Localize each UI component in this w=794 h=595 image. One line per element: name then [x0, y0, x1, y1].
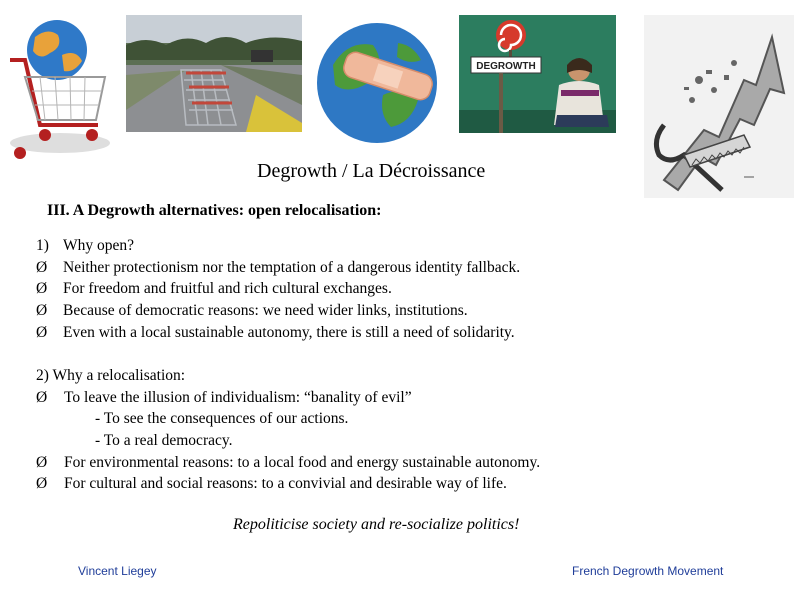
sub-list-item: - To see the consequences of our actions. [95, 410, 349, 427]
list-item: For cultural and social reasons: to a convivial and desirable way of life. [64, 475, 507, 492]
globe-shopping-cart-image [0, 15, 115, 160]
degrowth-sign-text: DEGROWTH [476, 61, 536, 72]
list-item: To leave the illusion of individualism: “banality of evil” [64, 389, 412, 406]
section-heading: III. A Degrowth alternatives: open relocalisation: [47, 202, 382, 219]
list-item: Because of democratic reasons: we need wider links, institutions. [63, 302, 468, 319]
footer-organization: French Degrowth Movement [572, 564, 724, 578]
slide-title: Degrowth / La Décroissance [257, 160, 486, 182]
shopping-carts-road-photo [126, 15, 302, 132]
list-number-marker: 1) [36, 237, 49, 254]
bullet-marker: Ø [36, 302, 48, 319]
bullet-marker: Ø [36, 280, 48, 297]
sub-list-item: - To a real democracy. [95, 432, 233, 449]
bullet-marker: Ø [36, 259, 48, 276]
saw-arrow-cartoon-image [644, 15, 794, 198]
degrowth-protester-photo [459, 15, 616, 133]
bandaged-globe-image [313, 15, 441, 148]
list-item: For environmental reasons: to a local food and energy sustainable autonomy. [64, 454, 541, 471]
bullet-marker: Ø [36, 475, 48, 492]
list-item: For freedom and fruitful and rich cultural exchanges. [63, 280, 392, 297]
list-item: Neither protectionism nor the temptation of a dangerous identity fallback. [63, 259, 521, 276]
bullet-marker: Ø [36, 324, 48, 341]
slogan: Repoliticise society and re-socialize politics! [233, 516, 520, 533]
footer-author: Vincent Liegey [78, 564, 157, 578]
bullet-marker: Ø [36, 454, 48, 471]
open-list-heading: Why open? [63, 237, 135, 254]
list-item: Even with a local sustainable autonomy, there is still a need of solidarity. [63, 324, 515, 341]
bullet-marker: Ø [36, 389, 48, 406]
relocalisation-heading: 2) Why a relocalisation: [36, 367, 186, 384]
